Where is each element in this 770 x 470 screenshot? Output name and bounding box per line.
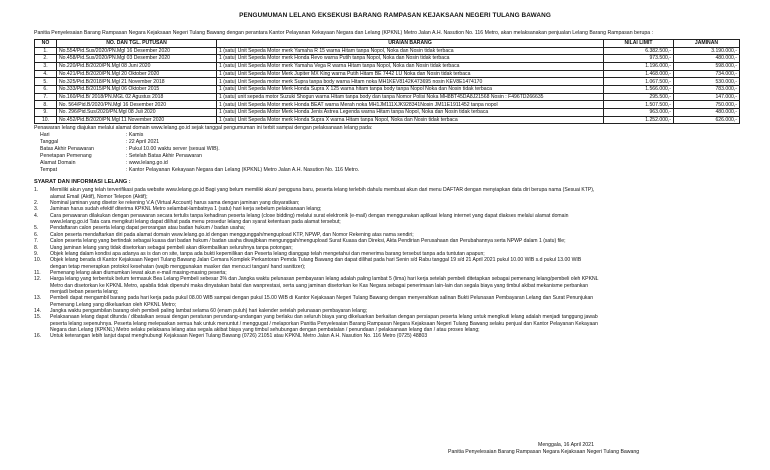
term-line: Pelaksanaan lelang dapat ditunda / dibatalkan sesuai dengan peraturan perundang-undangan yang berlaku dan seluruh biaya yang dikeluarkan berkaitan dengan persiapan peserta lelang untuk mengikuti lelang adalah menjadi tanggung jawab — [50, 314, 598, 321]
term-number: 15. — [34, 314, 42, 321]
term-line: Cara penawaran dilakukan dengan penawaran secara tertulis tanpa kehadiran peserta lelang (close bidding) melalui surat elektronik (e-mail) dengan menggunakan aplikasi lelang internet yang dapat diakses melalui alamat domain — [50, 212, 569, 219]
term-item — [34, 257, 749, 270]
table-row — [35, 62, 740, 70]
schedule-date: Tanggal : 22 April 2021 — [40, 138, 160, 145]
term-line: Pemenang lelang akan diumumkan lewat akun e-mail masing-masing peserta; — [50, 269, 227, 276]
signature-place-date: Menggala, 16 April 2021 — [538, 442, 594, 448]
row-deposit: 750.000,- — [674, 101, 740, 109]
schedule-place: Tempat : Kantor Pelayanan Kekayaan Negara dan Lelang (KPKNL) Metro Jalan A.H. Nasution No. 116 Metro. — [40, 166, 360, 173]
row-no: 9. — [35, 109, 57, 117]
term-text — [50, 213, 749, 226]
row-no: 7. — [35, 93, 57, 101]
row-deposit: 734.000,- — [674, 70, 740, 78]
row-deposit: 480.000,- — [674, 55, 740, 63]
row-no: 1. — [35, 47, 57, 55]
term-line: www.lelang.go.id Tata cara mengikuti lelang dapat dilihat pada menu prosedur lelang dan syarat ketentuan pada alamat tersebut; — [50, 219, 341, 226]
term-number: 16. — [34, 333, 42, 340]
term-line: Jangka waktu pengambilan barang oleh pembeli paling lambat selama 60 (enam puluh) hari kalender setelah pelunasan pembayaran lelang; — [50, 307, 368, 314]
row-deposit: 598.000,- — [674, 62, 740, 70]
signature-signer: Panitia Penyelesaian Barang Rampasan Negara Kejaksaan Negeri Tulang Bawang — [448, 449, 640, 455]
term-line: Calon peserta lelang yang bertindak sebagai kuasa dari badan hukum / badan usaha diwajibkan mengunggah/mengupload Surat Kuasa dan Direksi, Akta Pendirian Perusahaan dan Perubahannya serta NPWP dalam 1 (satu) file; — [50, 238, 566, 245]
row-decision: No. 564/Pid.B/2020/PN.Mgl 16 Desember 2020 — [57, 101, 217, 109]
row-deposit: 480.000,- — [674, 109, 740, 117]
row-deposit: 147.000,- — [674, 93, 740, 101]
offer-instructions: Penawaran lelang diajukan melalui alamat domain www.lelang.go.id sejak tanggal pengumuman ini terbit sampai dengan pelaksanaan lelang pada: — [34, 125, 373, 132]
row-deposit: 3.190.000,- — [674, 47, 740, 55]
row-decision: No.220/Pid.B/2020/PN.Mgl 08 Juni 2020 — [57, 62, 217, 70]
row-description: 1 (satu) Unit Sepeda motor merk Supra tanpa body warna Hitam noka MH1KEV8142K473695 nosin KEV8E1474170 — [217, 78, 604, 86]
term-line: Pemenang Lelang yang dikeluarkan oleh KPKNL Metro; — [50, 301, 177, 308]
row-decision: No.554/Pid.Sus/2020/PN.Mgl 16 Desember 2020 — [57, 47, 217, 55]
term-item — [34, 276, 749, 295]
table-row — [35, 101, 740, 109]
term-text — [50, 333, 749, 339]
row-no: 5. — [35, 78, 57, 86]
row-no: 6. — [35, 86, 57, 94]
row-no: 10. — [35, 116, 57, 124]
row-no: 3. — [35, 62, 57, 70]
term-line: Memiliki akun yang telah terverifikasi pada website www.lelang.go.id Bagi yang belum memiliki akun/ pengguna baru, peserta lelang terlebih dahulu membuat akun dari menu DAFTAR dengan menyiapkan data diri berupa nama (Sesuai KTP), — [50, 187, 595, 194]
terms-list — [34, 187, 749, 339]
table-row — [35, 93, 740, 101]
row-decision: No.160/Pid.B/ 2018/PN.MGL 02 Agustus 2018 — [57, 93, 217, 101]
term-number: 3. — [34, 206, 39, 213]
row-no: 8. — [35, 101, 57, 109]
row-description: 1 (satu) Unit Sepeda Motor merk Yamaha Vega R warna Hitam tanpa Nopol, Noka dan Nosin tidak terbaca — [217, 62, 604, 70]
term-number: 7. — [34, 238, 39, 245]
row-limit-value: 295.500,- — [604, 93, 674, 101]
row-limit-value: 6.382.500,- — [604, 47, 674, 55]
schedule-deadline: Batas Akhir Penawaran : Pukul 10.00 waktu server (sesuai WIB). — [40, 145, 220, 152]
schedule-day: Hari : Kamis — [40, 132, 144, 139]
table-row — [35, 109, 740, 117]
row-decision: No. 296/Pid.Sus/2020/PN.Mgl 08 Juli 2020 — [57, 109, 217, 117]
term-text — [50, 257, 749, 270]
term-line: Objek lelang dalam kondisi apa adanya as is dan on site, tanpa ada bukti kepemilikan dan Peserta lelang dianggap telah mengetahui dan menerima barang tersebut tanpa ada tuntutan apapun; — [50, 250, 485, 257]
row-deposit: 626.000,- — [674, 116, 740, 124]
row-limit-value: 1.566.000,- — [604, 86, 674, 94]
term-number: 9. — [34, 250, 39, 257]
term-item — [34, 213, 749, 226]
table-row — [35, 55, 740, 63]
term-number: 13. — [34, 295, 42, 302]
row-description: 1 (satu) Unit Sepeda Motor merk Honda Supra X warna Hitam tanpa Nopol, Noka dan Nosin tidak terbaca — [217, 116, 604, 124]
row-description: 1 (satu) unit sepeda motor Suzuki Shogun warna Hitam tanpa body dan tanpa Nomor Polisi Noka MH8BT45DA8J21568 Nosin : F496TD266635 — [217, 93, 604, 101]
term-line: alamat Email (Aktif), Nomor Telepon (Aktif); — [50, 193, 148, 200]
term-number: 5. — [34, 225, 39, 232]
term-number: 12. — [34, 276, 42, 283]
row-deposit: 783.000,- — [674, 86, 740, 94]
table-row — [35, 47, 740, 55]
term-line: menjadi beban peserta lelang; — [50, 288, 119, 295]
terms-heading: SYARAT DAN INFORMASI LELANG : — [34, 179, 131, 186]
term-text — [50, 187, 749, 200]
term-number: 14. — [34, 307, 42, 314]
term-line: Objek lelang berada di Kantor Kejaksaan Negeri Tulang Bawang Jalan Cemara Komplek Perkantoran Pemda Tulang Bawang dan dapat dilihat pada hari Senin s/d Rabu tanggal 19 s/d 21 April 2021 pukul 10.00 WIB s.d pukul 13.00 WIB — [50, 257, 582, 264]
row-decision: No.333/Pid.B/2015/PN.Mgl 06 Oktober 2015 — [57, 86, 217, 94]
term-line: Negara dan Lelang (KPKNL) Metro selaku pelaksana lelang atas segala akibat biaya yang timbul sehubungan dengan pembatalan / penundaan / pelaksanaan lelang dan / atau proses lelang; — [50, 326, 480, 333]
header-deposit: JAMINAN — [674, 39, 740, 47]
term-line: Jaminan harus sudah efektif diterima KPKNL Metro selambat-lambatnya 1 (satu) hari kerja sebelum pelaksanaan lelang; — [50, 206, 322, 213]
term-item — [34, 295, 749, 308]
auction-schedule — [40, 132, 756, 173]
term-line: Pembeli dapat mengambil barang pada hari kerja pada pukul 08.00 WIB sampai dengan pukul 15.00 WIB di Kantor Kejaksaan Negeri Tulang Bawang dengan menyerahkan salinan Bukti Pelunasan Pembayaran Lelang dan Surat Penunjukan — [50, 295, 594, 302]
row-limit-value: 1.196.000,- — [604, 62, 674, 70]
term-line: Uang jaminan lelang yang tidak disetorkan sebagai pembeli akan dikembalikan seluruhnya tanpa potongan; — [50, 244, 293, 251]
term-text — [50, 295, 749, 308]
term-line: dengan tetap menerapkan protokol kesehatan (wajib menggunakan masker dan mencuci tangan/ hand sanitizer); — [50, 263, 306, 270]
row-decision: No.452/Pid.B/2020/PN.Mgl 11 November 2020 — [57, 116, 217, 124]
term-line: Untuk keterangan lebih lanjut dapat menghubungi Kejaksaan Negeri Tulang Bawang (0726) 21051 atau KPKNL Metro Jalan A.H. Nasution No. 116 Metro (0725) 48803 — [50, 333, 428, 340]
table-header-row — [35, 39, 740, 47]
signature-block — [448, 442, 639, 456]
term-number: 6. — [34, 231, 39, 238]
intro-paragraph: Panitia Penyelesaian Barang Rampasan Negara Kejaksaan Negeri Tulang Bawang dengan perantara Kantor Pelayanan Kekayaan Negara dan Lelang (KPKNL) Metro Jalan A.H. Nasution No. 116 Metro, akan melaksanakan penjualan Lelang Barang Rampasan berupa : — [34, 30, 654, 36]
term-number: 2. — [34, 200, 39, 207]
table-row — [35, 86, 740, 94]
row-limit-value: 973.500,- — [604, 55, 674, 63]
term-text — [50, 314, 749, 333]
term-line: Pendaftaran calon peserta lelang dapat perorangan atau badan hukum / badan usaha; — [50, 225, 246, 232]
term-number: 10. — [34, 257, 42, 264]
row-description: 1 (satu) Unit Sepeda Motor Merk Honda Supra X 125 warna hitam tanpa body tanpa Nopol Noka dan Nosin tidak terbaca — [217, 86, 604, 94]
row-description: 1 (satu) Unit Sepeda Motor Merk Honda Jenis Astrea Legenda warna Hitam tanpa Nopol, Noka dan Nosin tidak terbaca — [217, 109, 604, 117]
row-decision: No.421/Pid.B/2020/PN.Mgl 20 Oktober 2020 — [57, 70, 217, 78]
table-row — [35, 116, 740, 124]
row-no: 4. — [35, 70, 57, 78]
schedule-winner: Penetapan Pemenang : Setelah Batas Akhir Penawaran — [40, 152, 202, 159]
header-no: NO — [35, 39, 57, 47]
schedule-domain: Alamat Domain : www.lelang.go.id — [40, 159, 168, 166]
row-description: 1 (satu) Unit Sepeda Motor merk Honda Revo warna Putih tanpa Nopol, Noka dan Nosin tidak terbaca — [217, 55, 604, 63]
term-number: 4. — [34, 212, 39, 219]
term-item — [34, 314, 749, 333]
table-row — [35, 78, 740, 86]
header-decision: NO. DAN TGL. PUTUSAN — [57, 39, 217, 47]
term-line: Metro dan disetorkan ke KPKNL Metro, apabila tidak dipenuhi maka dinyatakan batal dan wanprestasi, serta uang jaminan disetorkan ke Kas Negara sebagai penerimaan lain-lain dan segala biaya yang timbul akibat mekanisme perbankan — [50, 282, 589, 289]
row-description: 1 (satu) Unit Sepeda Motor Merk Jupiter MX King warna Putih Hitam BE 7442 LU Noka dan Nosin tidak terbaca — [217, 70, 604, 78]
term-item — [34, 187, 749, 200]
row-deposit: 530.000,- — [674, 78, 740, 86]
row-description: 1 (satu) Unit Sepeda Motor merk Yamaha R 15 warna Hitam tanpa Nopol, Noka dan Nosin tidak terbaca — [217, 47, 604, 55]
term-number: 1. — [34, 187, 39, 194]
row-limit-value: 1.067.500,- — [604, 78, 674, 86]
row-no: 2. — [35, 55, 57, 63]
term-line: peserta lelang sepenuhnya. Peserta lelang melepaskan semua hak untuk menuntut / menggugat / melaporkan Panitia Penyelesaian Barang Rampasan Negara Kejaksaan Negeri Tulang Bawang selaku penjual dan Kantor Pelayanan Kekayaan — [50, 320, 598, 327]
page-title: PENGUMUMAN LELANG EKSEKUSI BARANG RAMPASAN KEJAKSAAN NEGERI TULANG BAWANG — [239, 12, 551, 19]
term-number: 11. — [34, 269, 41, 276]
term-number: 8. — [34, 244, 39, 251]
row-decision: No.458/Pid.Sus/2020/PN.Mgl 03 Desember 2020 — [57, 55, 217, 63]
row-decision: No.325/Pid.B/2018/PN.Mgl 21 November 2018 — [57, 78, 217, 86]
term-line: Nominal jaminan yang disetor ke rekening V.A (Virtual Account) harus sama dengan jaminan yang disyaratkan; — [50, 200, 300, 207]
term-item — [34, 333, 749, 339]
term-text — [50, 276, 749, 295]
row-limit-value: 1.252.000,- — [604, 116, 674, 124]
row-description: 1 (satu) Unit Sepeda Motor merk Honda BEAT warna Merah noka MH1JM111XJK928341Nosin JM11E1911452 tanpa nopol — [217, 101, 604, 109]
row-limit-value: 1.468.000,- — [604, 70, 674, 78]
header-limit-value: NILAI LIMIT — [604, 39, 674, 47]
term-line: Calon peserta mendaftarkan diri pada alamat domain www.lelang.go.id dengan menggunggah/mengupload KTP, NPWP, dan Nomor Rekening atas nama sendiri; — [50, 231, 414, 238]
term-line: Harga lelang yang terbentuk belum termasuk Bea Lelang Pembeli sebesar 3% dan Jangka waktu pelunasan pembayaran lelang adalah paling lambat 5 (lima) hari kerja setelah pembeli ditetapkan sebagai pemenang lelang/pembeli oleh KPKNL — [50, 276, 599, 283]
table-row — [35, 70, 740, 78]
row-limit-value: 1.507.500,- — [604, 101, 674, 109]
auction-lots-table — [34, 39, 740, 125]
header-description: URAIAN BARANG — [217, 39, 604, 47]
row-limit-value: 963.000,- — [604, 109, 674, 117]
